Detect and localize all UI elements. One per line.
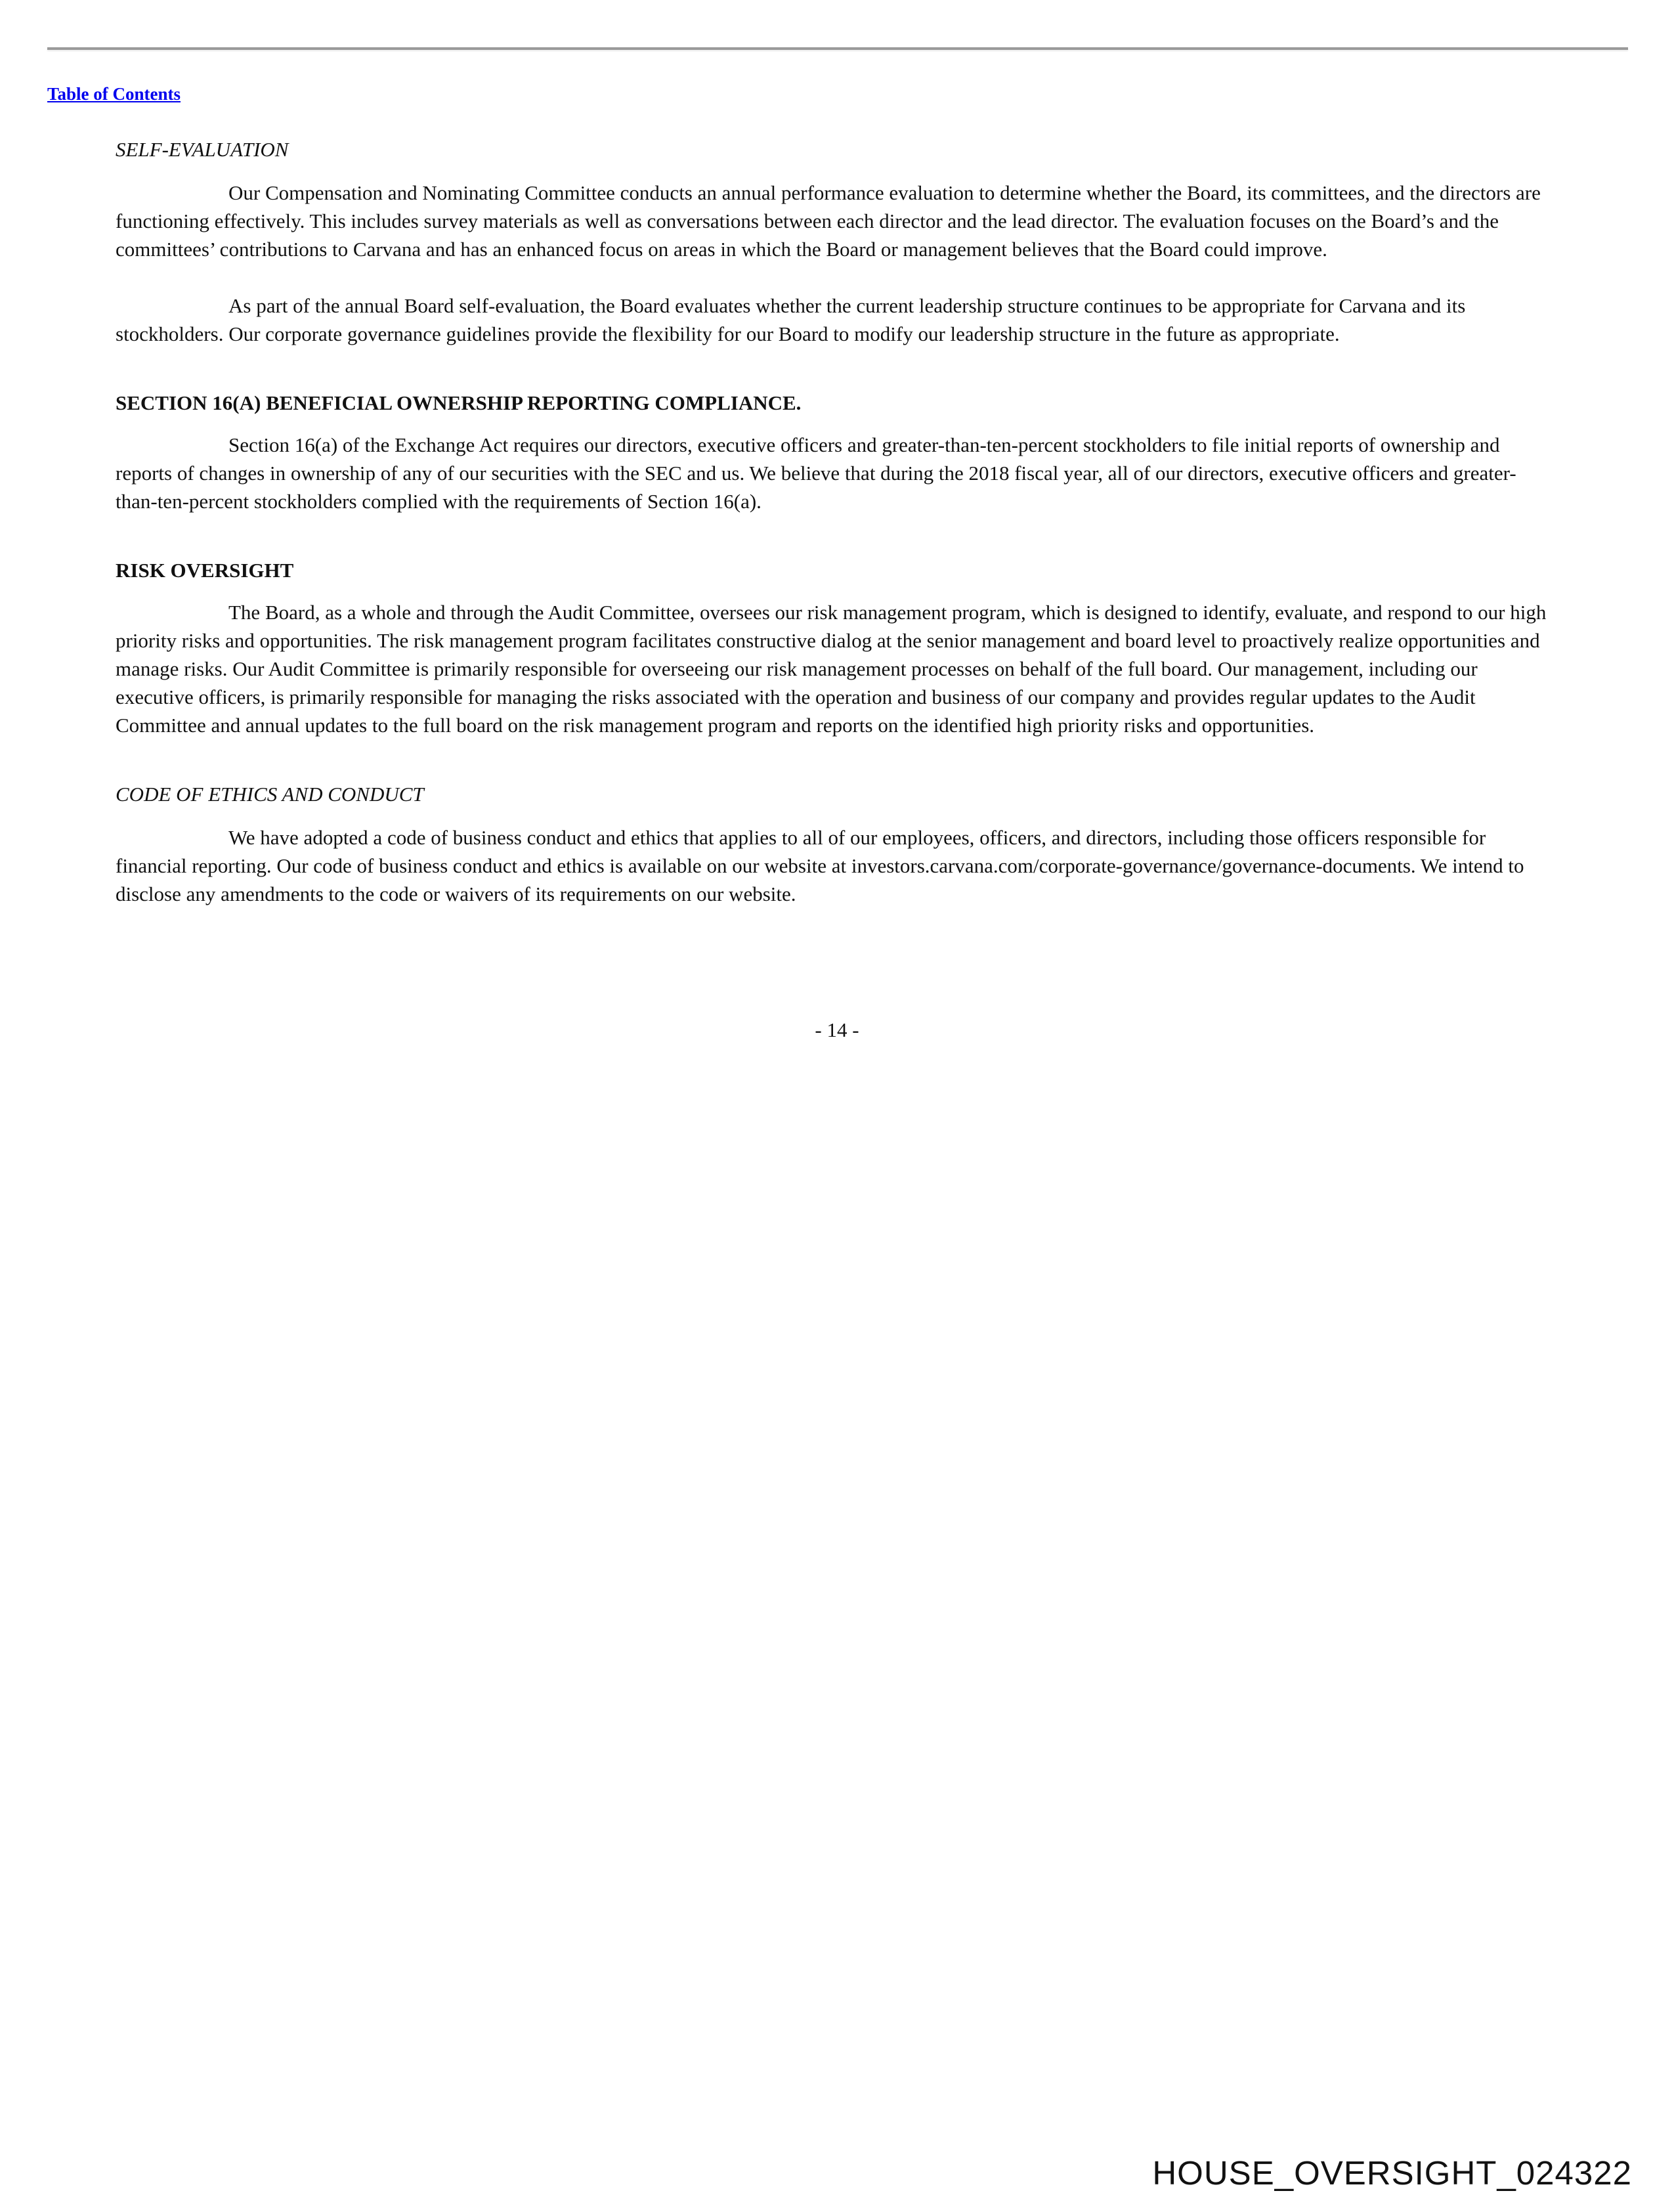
section-16a-paragraph: Section 16(a) of the Exchange Act requires our directors, executive officers and greater-than-ten-percent stockholders to file initial reports of ownership and reports of changes in ownership of any of our securities with the SEC and us. We believe that during the 2018 fiscal year, all of our directors, executive officers and greater-than-ten-percent stockholders complied with the requirements of Section 16(a). [116,433,1516,513]
bates-stamp: HOUSE_OVERSIGHT_024322 [1152,2154,1632,2192]
code-of-ethics-paragraph: We have adopted a code of business conduct and ethics that applies to all of our employees, officers, and directors, including those officers responsible for financial reporting. Our code of business conduct and ethics is available on our website at investors.carvana.com/corporate-governance/governance-documents. We intend to disclose any amendments to the code or waivers of its requirements on our website. [116,826,1524,905]
self-evaluation-heading: SELF-EVALUATION [116,138,289,161]
self-evaluation-paragraph-1: Our Compensation and Nominating Committee conducts an annual performance evaluation to determine whether the Board, its committees, and the directors are functioning effectively. This includes survey materials as well as conversations between each director and the lead director. The evaluation focuses on the Board’s and the committees’ contributions to Carvana and has an enhanced focus on areas in which the Board or management believes that the Board could improve. [116,181,1541,261]
top-divider [47,47,1628,50]
risk-oversight-paragraph: The Board, as a whole and through the Audit Committee, oversees our risk management program, which is designed to identify, evaluate, and respond to our high priority risks and opportunities. The risk management program facilitates constructive dialog at the senior management and board level to proactively realize opportunities and manage risks. Our Audit Committee is primarily responsible for overseeing our risk management processes on behalf of the full board. Our management, including our executive officers, is primarily responsible for managing the risks associated with the operation and business of our company and provides regular updates to the Audit Committee and annual updates to the full board on the risk management program and reports on the identified high priority risks and opportunities. [116,601,1547,737]
risk-oversight-heading: RISK OVERSIGHT [116,559,294,582]
code-of-ethics-heading: CODE OF ETHICS AND CONDUCT [116,783,424,806]
document-body [116,137,1557,908]
section-16a-heading: SECTION 16(A) BENEFICIAL OWNERSHIP REPORTING COMPLIANCE. [116,391,802,414]
page-number: - 14 - [815,1018,859,1041]
self-evaluation-paragraph-2: As part of the annual Board self-evaluation, the Board evaluates whether the current leadership structure continues to be appropriate for Carvana and its stockholders. Our corporate governance guidelines provide the flexibility for our Board to modify our leadership structure in the future as appropriate. [116,294,1466,345]
table-of-contents-link[interactable]: Table of Contents [47,84,181,104]
